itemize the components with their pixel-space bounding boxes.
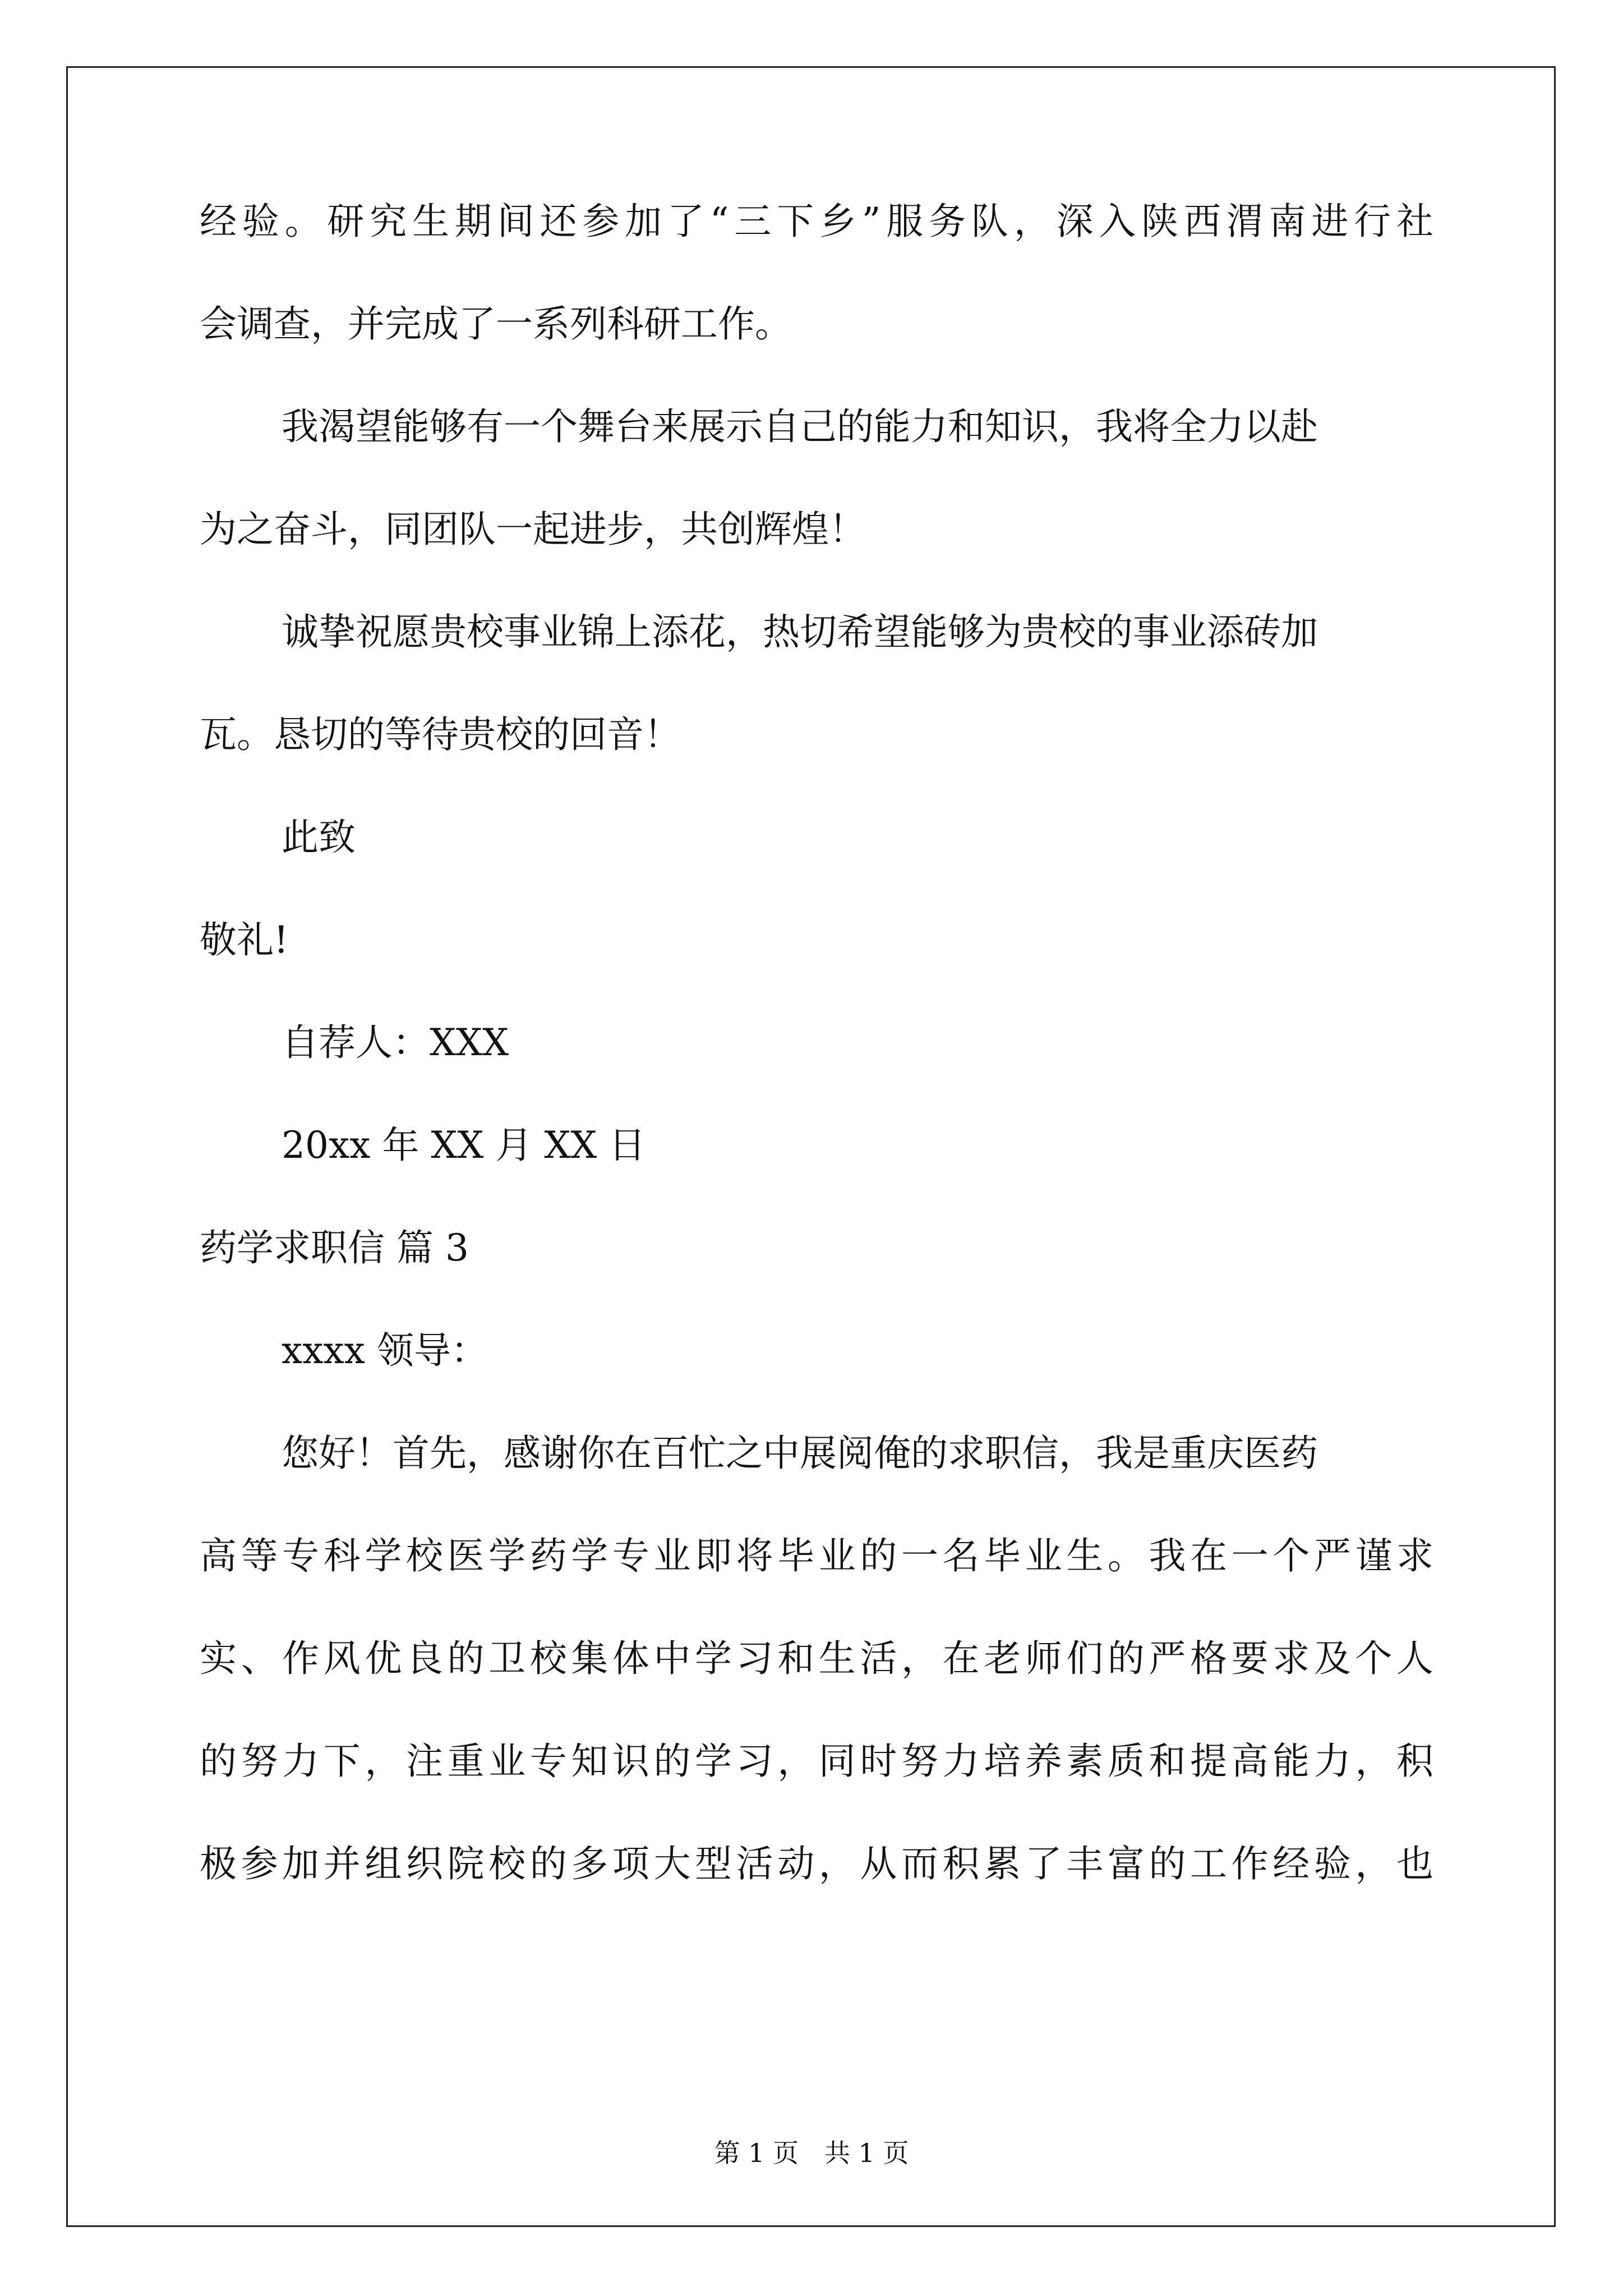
body-line: 高等专科学校医学药学专业即将毕业的一名毕业生。我在一个严谨求 bbox=[200, 1534, 1433, 1577]
body-line: 为之奋斗，同团队一起进步，共创辉煌！ bbox=[200, 508, 866, 551]
body-line: 会调查，并完成了一系列科研工作。 bbox=[200, 302, 792, 346]
body-line: 诚挚祝愿贵校事业锦上添花，热切希望能够为贵校的事业添砖加 bbox=[282, 610, 1318, 654]
body-line: 极参加并组织院校的多项大型活动，从而积累了丰富的工作经验，也 bbox=[200, 1842, 1433, 1885]
greeting-line: xxxx 领导： bbox=[282, 1329, 488, 1372]
body-line: 您好！首先，感谢你在百忙之中展阅俺的求职信，我是重庆医药 bbox=[282, 1432, 1318, 1475]
body-line: 经验。研究生期间还参加了“三下乡”服务队，深入陕西渭南进行社 bbox=[200, 200, 1433, 243]
body-line: 的努力下，注重业专知识的学习，同时努力培养素质和提高能力，积 bbox=[200, 1740, 1433, 1783]
page-footer: 第 1 页 共 1 页 bbox=[714, 2138, 909, 2168]
salutation-respect: 敬礼! bbox=[200, 918, 289, 961]
section-title: 药学求职信 篇 3 bbox=[200, 1226, 469, 1269]
date-line: 20xx 年 XX 月 XX 日 bbox=[282, 1124, 646, 1167]
salutation-closing: 此致 bbox=[282, 816, 356, 859]
body-line: 实、作风优良的卫校集体中学习和生活，在老师们的严格要求及个人 bbox=[200, 1637, 1433, 1680]
body-line: 瓦。恳切的等待贵校的回音！ bbox=[200, 713, 681, 756]
body-line: 我渴望能够有一个舞台来展示自己的能力和知识，我将全力以赴 bbox=[282, 405, 1318, 448]
signature-line: 自荐人：XXX bbox=[282, 1021, 509, 1064]
